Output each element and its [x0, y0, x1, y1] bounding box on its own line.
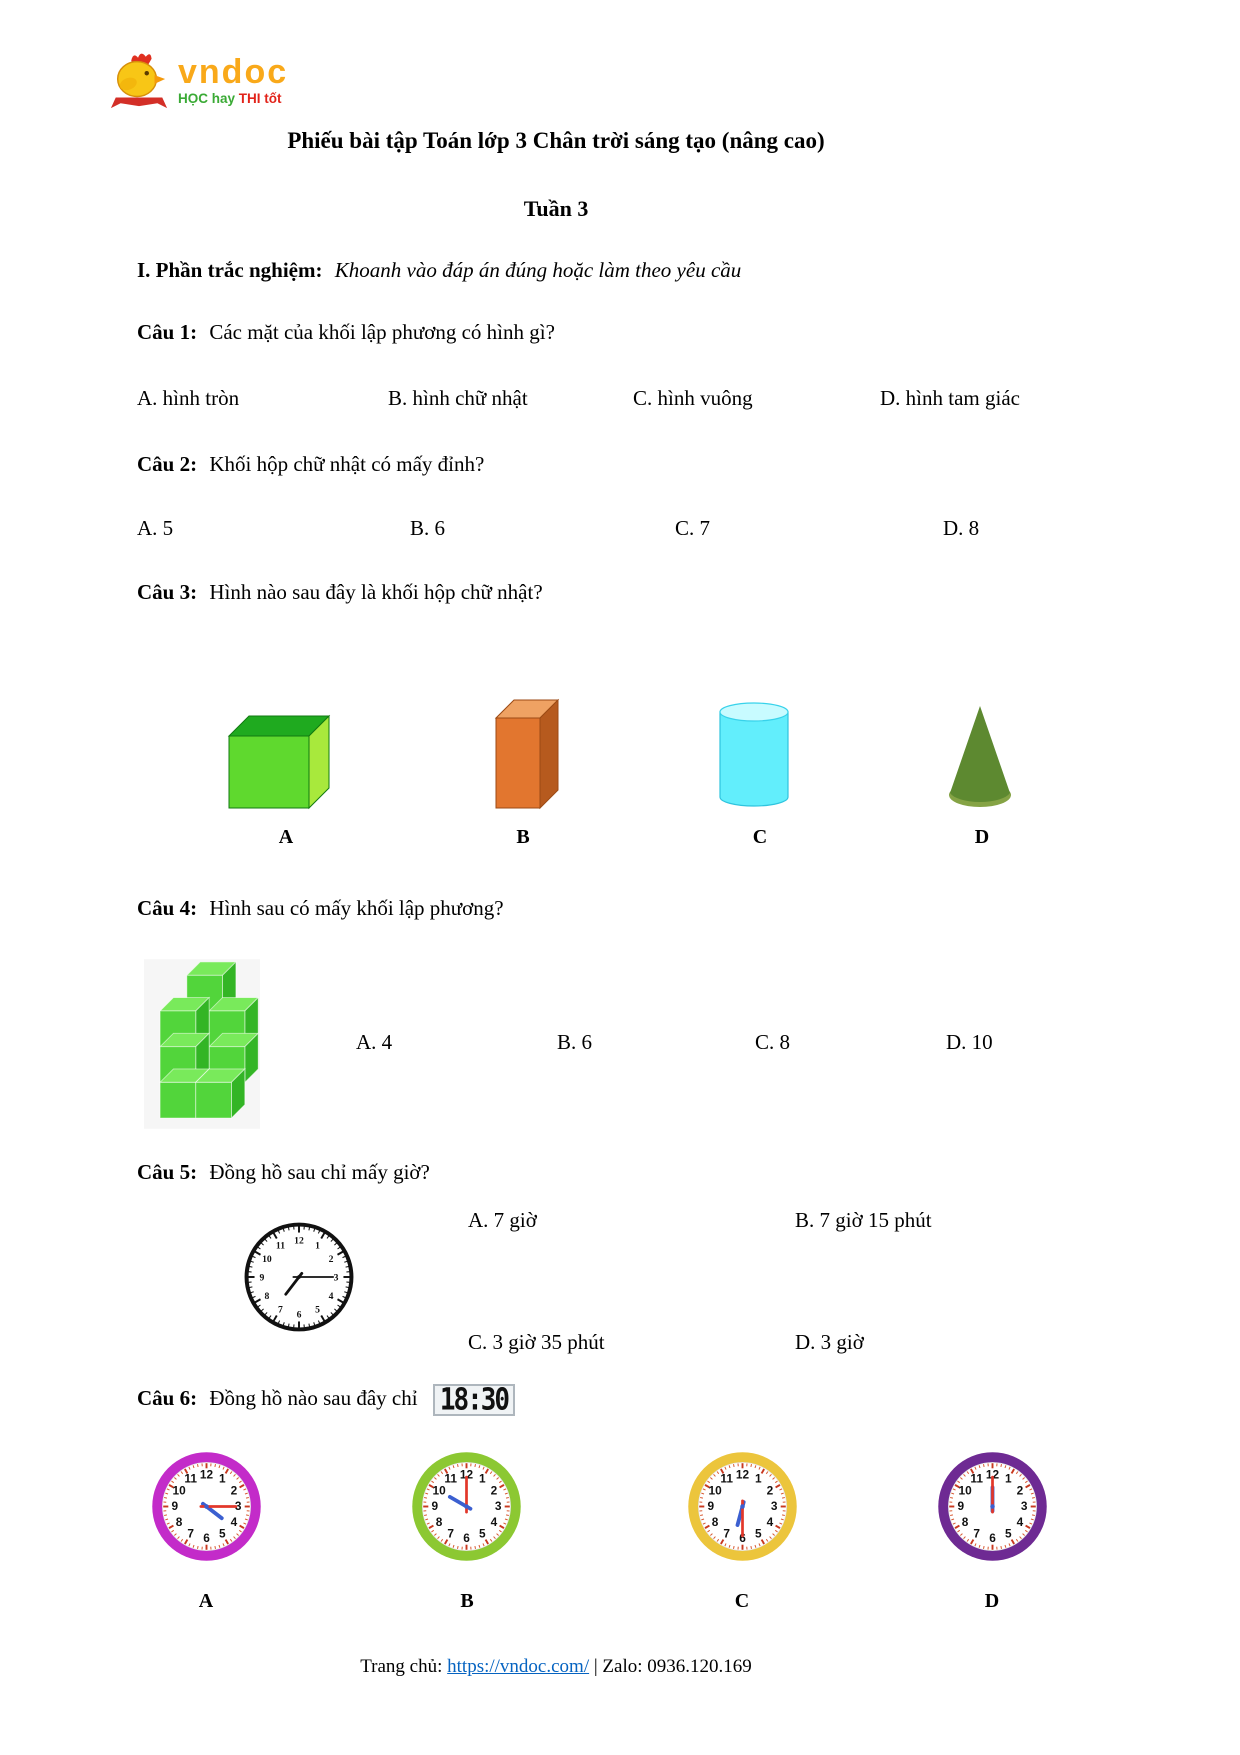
question-5-label: Câu 5:: [137, 1160, 198, 1184]
svg-text:3: 3: [494, 1499, 502, 1514]
section-instruction: Khoanh vào đáp án đúng hoặc làm theo yêu cầu: [334, 258, 742, 282]
digital-clock-time: 18:30: [439, 1382, 509, 1418]
svg-text:11: 11: [275, 1240, 286, 1252]
question-2-text: Khối hộp chữ nhật có mấy đỉnh?: [209, 452, 485, 476]
footer-zalo-text: | Zalo: 0936.120.169: [589, 1656, 752, 1677]
question-1-text: Các mặt của khối lập phương có hình gì?: [209, 320, 555, 344]
svg-text:2: 2: [230, 1483, 238, 1498]
question-2: [137, 452, 484, 477]
svg-text:12: 12: [199, 1467, 214, 1482]
svg-text:12: 12: [459, 1467, 474, 1482]
svg-text:7: 7: [973, 1526, 980, 1541]
svg-text:8: 8: [711, 1514, 719, 1529]
svg-text:5: 5: [479, 1526, 486, 1541]
page-title: Phiếu bài tập Toán lớp 3 Chân trời sáng tạo (nâng cao): [287, 128, 825, 153]
q1-option-a: A. hình tròn: [137, 386, 240, 410]
svg-text:2: 2: [1016, 1483, 1024, 1498]
q2-option-c: C. 7: [675, 516, 711, 540]
green-rectangular-box-figure: [227, 714, 331, 815]
question-5: [137, 1160, 430, 1185]
logo-tagline-red: THI tốt: [238, 90, 282, 106]
q6-clock-label-b: B: [460, 1590, 474, 1612]
q2-option-d: D. 8: [943, 516, 980, 540]
q5-option-c: C. 3 giờ 35 phút: [468, 1330, 605, 1354]
green-cone-figure: [947, 704, 1013, 815]
clock-option-a: [150, 1450, 263, 1563]
footer-home-link[interactable]: https://vndoc.com/: [447, 1656, 590, 1677]
section-heading: [137, 258, 741, 283]
q3-figure-label-b: B: [516, 826, 530, 848]
svg-text:3: 3: [1020, 1499, 1028, 1514]
svg-text:6: 6: [296, 1309, 302, 1321]
question-4: [137, 896, 504, 921]
q4-option-d: D. 10: [946, 1030, 993, 1054]
green-cubes-stack-figure: [144, 946, 260, 1142]
svg-text:7: 7: [187, 1526, 194, 1541]
svg-text:9: 9: [259, 1272, 265, 1284]
svg-text:11: 11: [444, 1471, 457, 1486]
svg-text:2: 2: [766, 1483, 774, 1498]
question-3-text: Hình nào sau đây là khối hộp chữ nhật?: [209, 580, 543, 604]
svg-text:5: 5: [755, 1526, 762, 1541]
q4-option-a: A. 4: [356, 1030, 393, 1054]
question-5-text: Đồng hồ sau chỉ mấy giờ?: [209, 1160, 430, 1184]
svg-text:1: 1: [315, 1240, 320, 1252]
section-label: I. Phần trắc nghiệm:: [137, 258, 323, 282]
q3-figure-label-a: A: [278, 826, 294, 848]
svg-text:1: 1: [755, 1471, 762, 1486]
q5-option-d: D. 3 giờ: [795, 1330, 864, 1354]
svg-text:9: 9: [171, 1499, 179, 1514]
footer-prefix: Trang chủ:: [360, 1656, 448, 1677]
question-2-label: Câu 2:: [137, 452, 198, 476]
svg-text:5: 5: [315, 1304, 320, 1316]
question-4-label: Câu 4:: [137, 896, 198, 920]
svg-text:7: 7: [447, 1526, 454, 1541]
svg-text:4: 4: [230, 1514, 238, 1529]
svg-text:4: 4: [766, 1514, 774, 1529]
q1-option-d: D. hình tam giác: [880, 386, 1020, 410]
clock-option-c: [686, 1450, 799, 1563]
question-1-label: Câu 1:: [137, 320, 198, 344]
question-6-text: Đồng hồ nào sau đây chỉ: [209, 1385, 418, 1410]
svg-text:8: 8: [175, 1514, 183, 1529]
svg-text:12: 12: [985, 1467, 1000, 1482]
digital-clock-display: [433, 1384, 515, 1416]
svg-text:4: 4: [490, 1514, 498, 1529]
svg-text:10: 10: [958, 1483, 972, 1498]
svg-text:3: 3: [234, 1499, 242, 1514]
svg-text:9: 9: [431, 1499, 439, 1514]
orange-rectangular-box-figure: [494, 698, 576, 815]
svg-text:7: 7: [723, 1526, 730, 1541]
q3-figure-label-d: D: [974, 826, 990, 848]
logo-text-block: [178, 52, 289, 106]
question-3: [137, 580, 543, 605]
logo-tagline-green: HỌC hay: [178, 90, 236, 106]
q2-option-b: B. 6: [410, 516, 446, 540]
clock-option-d: [936, 1450, 1049, 1563]
chicken-mascot-icon: [108, 46, 170, 114]
svg-text:9: 9: [707, 1499, 715, 1514]
svg-text:8: 8: [961, 1514, 969, 1529]
question-3-label: Câu 3:: [137, 580, 198, 604]
q6-clock-label-d: D: [984, 1590, 1000, 1612]
svg-text:11: 11: [720, 1471, 733, 1486]
svg-text:6: 6: [739, 1530, 746, 1545]
q1-option-b: B. hình chữ nhật: [388, 386, 528, 410]
svg-text:4: 4: [1016, 1514, 1024, 1529]
question-1: [137, 320, 555, 345]
svg-text:6: 6: [989, 1530, 996, 1545]
analog-clock-7-15: [242, 1220, 356, 1334]
svg-text:3: 3: [333, 1272, 339, 1284]
q6-clock-label-c: C: [734, 1590, 750, 1612]
svg-text:8: 8: [435, 1514, 443, 1529]
q6-clock-label-a: A: [198, 1590, 214, 1612]
svg-text:1: 1: [1005, 1471, 1012, 1486]
q4-option-b: B. 6: [557, 1030, 593, 1054]
svg-text:10: 10: [708, 1483, 722, 1498]
question-4-text: Hình sau có mấy khối lập phương?: [209, 896, 504, 920]
svg-text:4: 4: [328, 1291, 334, 1303]
page-subtitle: Tuần 3: [523, 196, 589, 221]
svg-text:11: 11: [970, 1471, 983, 1486]
svg-text:3: 3: [770, 1499, 778, 1514]
svg-text:10: 10: [262, 1254, 272, 1266]
svg-text:11: 11: [184, 1471, 197, 1486]
q3-figure-label-c: C: [752, 826, 768, 848]
q5-option-b: B. 7 giờ 15 phút: [795, 1208, 932, 1232]
logo-brand-text: vndoc: [178, 52, 289, 91]
logo-tagline: [178, 91, 288, 106]
svg-text:10: 10: [172, 1483, 186, 1498]
q4-option-c: C. 8: [755, 1030, 791, 1054]
svg-text:12: 12: [294, 1235, 304, 1247]
page-footer: [0, 1656, 1112, 1678]
svg-text:6: 6: [203, 1530, 210, 1545]
svg-text:7: 7: [278, 1304, 283, 1316]
svg-text:5: 5: [1005, 1526, 1012, 1541]
cyan-cylinder-figure: [718, 700, 790, 815]
question-6: [137, 1384, 515, 1416]
svg-text:9: 9: [957, 1499, 965, 1514]
q5-option-a: A. 7 giờ: [468, 1208, 537, 1232]
svg-text:1: 1: [219, 1471, 226, 1486]
q1-option-c: C. hình vuông: [633, 386, 753, 410]
svg-text:12: 12: [735, 1467, 750, 1482]
svg-text:5: 5: [219, 1526, 226, 1541]
svg-text:8: 8: [264, 1291, 270, 1303]
svg-text:2: 2: [490, 1483, 498, 1498]
vndoc-logo: [108, 46, 288, 114]
svg-text:1: 1: [479, 1471, 486, 1486]
q2-option-a: A. 5: [137, 516, 174, 540]
svg-text:6: 6: [463, 1530, 470, 1545]
question-6-label: Câu 6:: [137, 1385, 198, 1410]
svg-text:10: 10: [432, 1483, 446, 1498]
clock-option-b: [410, 1450, 523, 1563]
svg-text:2: 2: [328, 1254, 334, 1266]
